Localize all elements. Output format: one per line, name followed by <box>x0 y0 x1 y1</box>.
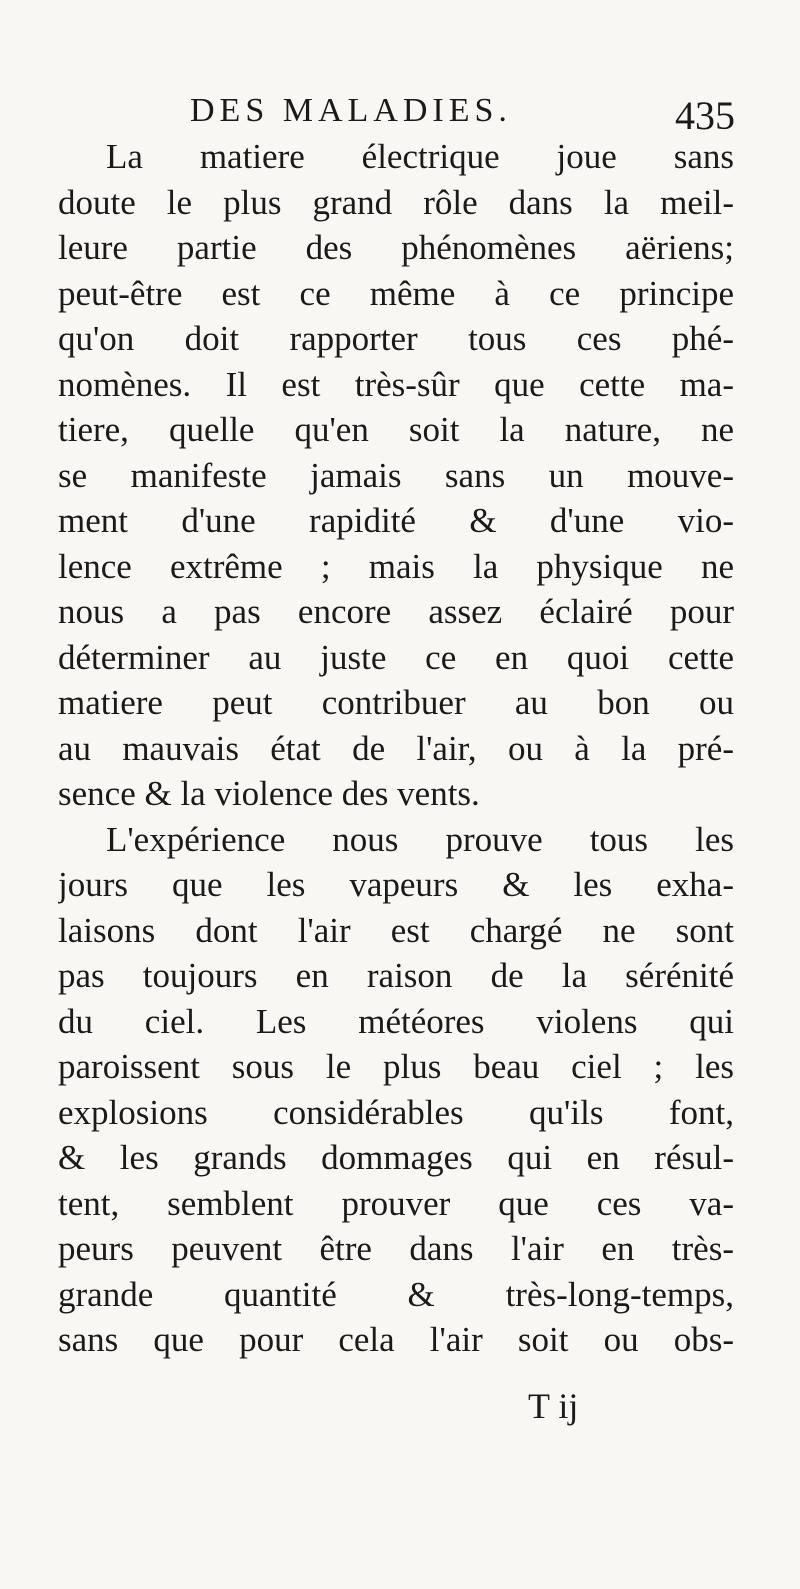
text-line: doute le plus grand rôle dans la meil- <box>58 182 734 222</box>
text-line: du ciel. Les météores violens qui <box>58 1001 734 1041</box>
signature-mark: T ij <box>528 1386 579 1426</box>
text-line: nous a pas encore assez éclairé pour <box>58 592 734 631</box>
text-line: jours que les vapeurs & les exha- <box>58 865 734 904</box>
text-line: qu'on doit rapporter tous ces phé- <box>58 319 734 358</box>
text-line: paroissent sous le plus beau ciel ; les <box>58 1047 734 1086</box>
text-line: tent, semblent prouver que ces va- <box>58 1183 734 1223</box>
text-line: pas toujours en raison de la sérénité <box>58 956 734 995</box>
text-line: sence & la violence des vents. <box>58 774 480 813</box>
text-line: ment d'une rapidité & d'une vio- <box>58 501 734 540</box>
text-line: explosions considérables qu'ils font, <box>58 1092 734 1132</box>
text-line: matiere peut contribuer au bon ou <box>58 683 734 722</box>
text-line: La matiere électrique joue sans <box>106 137 734 176</box>
text-line: peut-être est ce même à ce principe <box>58 273 734 313</box>
text-line: tiere, quelle qu'en soit la nature, ne <box>58 410 734 449</box>
text-line: nomènes. Il est très-sûr que cette ma- <box>58 364 734 404</box>
paragraph-2 <box>58 817 734 1363</box>
text-line: L'expérience nous prouve tous les <box>106 819 734 859</box>
text-line: lence extrême ; mais la physique ne <box>58 546 734 586</box>
text-line: peurs peuvent être dans l'air en très- <box>58 1229 734 1268</box>
text-line: & les grands dommages qui en résul- <box>58 1138 734 1177</box>
text-line: laisons dont l'air est chargé ne sont <box>58 910 734 950</box>
text-line: sans que pour cela l'air soit ou obs- <box>58 1320 734 1359</box>
text-line: leure partie des phénomènes aëriens; <box>58 228 734 267</box>
paragraph-1 <box>58 134 734 817</box>
text-line: déterminer au juste ce en quoi cette <box>58 637 734 677</box>
text-line: grande quantité & très-long-temps, <box>58 1274 734 1314</box>
body-text <box>58 134 734 1363</box>
running-head: DES MALADIES. <box>190 92 512 129</box>
text-line: se manifeste jamais sans un mouve- <box>58 455 734 495</box>
page-number: 435 <box>675 93 735 138</box>
text-line: au mauvais état de l'air, ou à la pré- <box>58 728 734 768</box>
